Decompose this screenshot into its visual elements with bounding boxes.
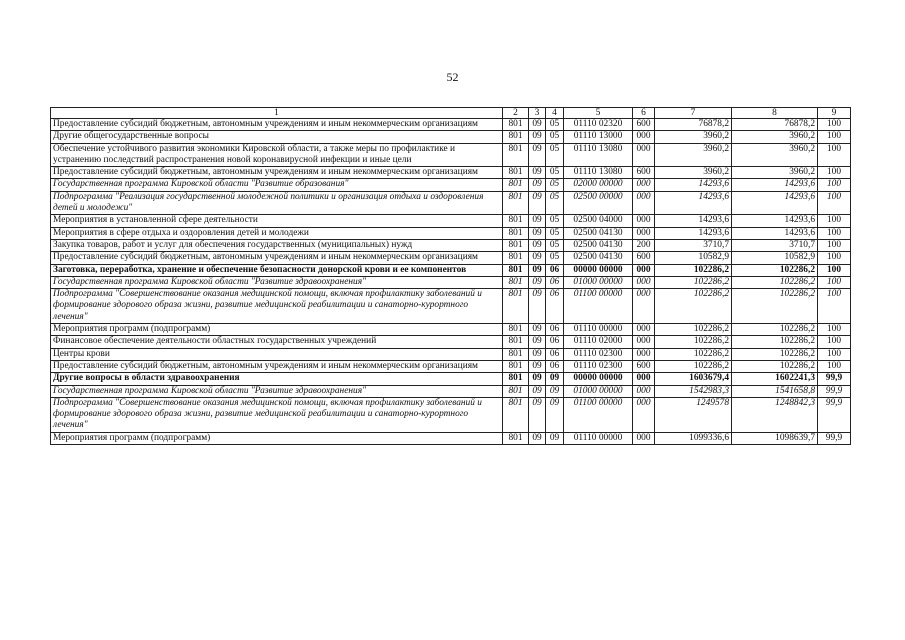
row-actual-amount: 3960,2: [732, 143, 818, 167]
row-target-article: 01110 00000: [564, 432, 633, 444]
row-section: 09: [529, 385, 546, 397]
table-row: [51, 167, 851, 179]
row-name: Заготовка, переработка, хранение и обеспечение безопасности донорской крови и ее компонентов: [51, 264, 503, 276]
row-name: Мероприятия в установленной сфере деятельности: [51, 215, 503, 227]
row-percent: 99,9: [818, 397, 851, 432]
row-planned-amount: 102286,2: [655, 336, 732, 348]
row-actual-amount: 1098639,7: [732, 432, 818, 444]
row-target-article: 01100 00000: [564, 289, 633, 324]
row-name: Государственная программа Кировской области "Развитие образования": [51, 179, 503, 191]
row-actual-amount: 102286,2: [732, 276, 818, 288]
row-section: 09: [529, 432, 546, 444]
header-row: [51, 108, 851, 119]
row-actual-amount: 14293,6: [732, 227, 818, 239]
row-subsection: 05: [546, 215, 564, 227]
row-planned-amount: 3960,2: [655, 167, 732, 179]
row-target-article: 01000 00000: [564, 276, 633, 288]
row-planned-amount: 10582,9: [655, 252, 732, 264]
row-percent: 100: [818, 324, 851, 336]
row-target-article: 01110 02000: [564, 336, 633, 348]
row-percent: 100: [818, 191, 851, 215]
row-actual-amount: 3960,2: [732, 167, 818, 179]
row-code-adm: 801: [503, 179, 529, 191]
row-target-article: 01110 13080: [564, 143, 633, 167]
row-name: Центры крови: [51, 348, 503, 360]
row-code-adm: 801: [503, 432, 529, 444]
row-planned-amount: 3960,2: [655, 131, 732, 143]
row-planned-amount: 76878,2: [655, 119, 732, 131]
row-expense-type: 000: [633, 215, 655, 227]
table-row: [51, 179, 851, 191]
row-code-adm: 801: [503, 227, 529, 239]
column-header-1: 1: [51, 108, 503, 119]
row-section: 09: [529, 179, 546, 191]
table-row: [51, 324, 851, 336]
row-section: 09: [529, 336, 546, 348]
row-percent: 100: [818, 276, 851, 288]
table-row: [51, 252, 851, 264]
row-name: Подпрограмма "Совершенствование оказания медицинской помощи, включая профилактику заболеваний и формирование здорового образа жизни, развитие медицинской реабилитации и санаторно-курортного лечения": [51, 397, 503, 432]
row-percent: 99,9: [818, 385, 851, 397]
row-percent: 100: [818, 348, 851, 360]
column-header-4: 4: [546, 108, 564, 119]
row-name: Государственная программа Кировской области "Развитие здравоохранения": [51, 276, 503, 288]
row-actual-amount: 10582,9: [732, 252, 818, 264]
row-percent: 100: [818, 143, 851, 167]
table-row: [51, 289, 851, 324]
row-code-adm: 801: [503, 252, 529, 264]
row-target-article: 02500 00000: [564, 191, 633, 215]
row-expense-type: 200: [633, 239, 655, 251]
column-header-5: 5: [564, 108, 633, 119]
row-expense-type: 000: [633, 227, 655, 239]
row-name: Закупка товаров, работ и услуг для обеспечения государственных (муниципальных) нужд: [51, 239, 503, 251]
row-actual-amount: 102286,2: [732, 348, 818, 360]
row-expense-type: 000: [633, 373, 655, 385]
table-row: [51, 397, 851, 432]
row-name: Предоставление субсидий бюджетным, автономным учреждениям и иным некоммерческим организациям: [51, 360, 503, 372]
table-row: [51, 264, 851, 276]
row-name: Государственная программа Кировской области "Развитие здравоохранения": [51, 385, 503, 397]
column-header-6: 6: [633, 108, 655, 119]
row-section: 09: [529, 239, 546, 251]
row-planned-amount: 3710,7: [655, 239, 732, 251]
row-subsection: 06: [546, 276, 564, 288]
row-section: 09: [529, 264, 546, 276]
row-expense-type: 000: [633, 289, 655, 324]
row-section: 09: [529, 191, 546, 215]
row-target-article: 00000 00000: [564, 373, 633, 385]
row-subsection: 05: [546, 191, 564, 215]
row-expense-type: 000: [633, 348, 655, 360]
row-percent: 100: [818, 167, 851, 179]
row-percent: 100: [818, 289, 851, 324]
row-planned-amount: 102286,2: [655, 324, 732, 336]
row-expense-type: 600: [633, 360, 655, 372]
row-code-adm: 801: [503, 276, 529, 288]
row-subsection: 06: [546, 264, 564, 276]
row-percent: 100: [818, 131, 851, 143]
row-name: Подпрограмма "Совершенствование оказания медицинской помощи, включая профилактику заболеваний и формирование здорового образа жизни, развитие медицинской реабилитации и санаторно-курортного лечения": [51, 289, 503, 324]
row-expense-type: 000: [633, 131, 655, 143]
page-number: 52: [446, 70, 459, 84]
row-target-article: 01110 02300: [564, 348, 633, 360]
row-actual-amount: 14293,6: [732, 179, 818, 191]
row-expense-type: 600: [633, 167, 655, 179]
row-name: Финансовое обеспечение деятельности областных государственных учреждений: [51, 336, 503, 348]
row-target-article: 02500 04130: [564, 239, 633, 251]
row-subsection: 05: [546, 227, 564, 239]
row-section: 09: [529, 360, 546, 372]
row-code-adm: 801: [503, 167, 529, 179]
row-section: 09: [529, 289, 546, 324]
row-actual-amount: 3960,2: [732, 131, 818, 143]
row-code-adm: 801: [503, 348, 529, 360]
row-subsection: 05: [546, 252, 564, 264]
row-actual-amount: 1248842,3: [732, 397, 818, 432]
row-expense-type: 000: [633, 264, 655, 276]
row-planned-amount: 1603679,4: [655, 373, 732, 385]
row-name: Мероприятия программ (подпрограмм): [51, 432, 503, 444]
row-section: 09: [529, 397, 546, 432]
row-actual-amount: 14293,6: [732, 191, 818, 215]
row-section: 09: [529, 373, 546, 385]
column-header-3: 3: [529, 108, 546, 119]
row-code-adm: 801: [503, 143, 529, 167]
row-subsection: 06: [546, 348, 564, 360]
row-actual-amount: 14293,6: [732, 215, 818, 227]
table-row: [51, 143, 851, 167]
row-section: 09: [529, 348, 546, 360]
row-percent: 100: [818, 119, 851, 131]
row-subsection: 09: [546, 397, 564, 432]
row-percent: 100: [818, 336, 851, 348]
row-subsection: 09: [546, 373, 564, 385]
row-subsection: 05: [546, 131, 564, 143]
row-expense-type: 000: [633, 397, 655, 432]
row-subsection: 09: [546, 432, 564, 444]
table-row: [51, 336, 851, 348]
row-planned-amount: 102286,2: [655, 276, 732, 288]
row-planned-amount: 1249578: [655, 397, 732, 432]
row-actual-amount: 1541658,8: [732, 385, 818, 397]
table-row: [51, 385, 851, 397]
table-row: [51, 191, 851, 215]
row-actual-amount: 102286,2: [732, 336, 818, 348]
row-target-article: 01110 02320: [564, 119, 633, 131]
row-code-adm: 801: [503, 324, 529, 336]
row-name: Другие общегосударственные вопросы: [51, 131, 503, 143]
row-actual-amount: 3710,7: [732, 239, 818, 251]
row-expense-type: 000: [633, 143, 655, 167]
row-target-article: 01110 13000: [564, 131, 633, 143]
row-code-adm: 801: [503, 385, 529, 397]
column-header-8: 8: [732, 108, 818, 119]
row-percent: 100: [818, 215, 851, 227]
row-percent: 100: [818, 252, 851, 264]
row-planned-amount: 14293,6: [655, 179, 732, 191]
row-planned-amount: 14293,6: [655, 227, 732, 239]
row-code-adm: 801: [503, 239, 529, 251]
row-code-adm: 801: [503, 264, 529, 276]
row-code-adm: 801: [503, 336, 529, 348]
row-subsection: 06: [546, 289, 564, 324]
row-percent: 99,9: [818, 373, 851, 385]
row-percent: 100: [818, 239, 851, 251]
row-expense-type: 000: [633, 191, 655, 215]
row-planned-amount: 1542983,3: [655, 385, 732, 397]
budget-table: [50, 107, 851, 445]
table-row: [51, 360, 851, 372]
row-target-article: 01110 02300: [564, 360, 633, 372]
row-expense-type: 000: [633, 385, 655, 397]
row-target-article: 01110 00000: [564, 324, 633, 336]
row-target-article: 02500 04000: [564, 215, 633, 227]
column-header-7: 7: [655, 108, 732, 119]
row-subsection: 09: [546, 385, 564, 397]
row-subsection: 05: [546, 239, 564, 251]
row-section: 09: [529, 143, 546, 167]
row-actual-amount: 102286,2: [732, 289, 818, 324]
row-target-article: 01110 13080: [564, 167, 633, 179]
row-section: 09: [529, 119, 546, 131]
row-target-article: 01000 00000: [564, 385, 633, 397]
row-expense-type: 600: [633, 252, 655, 264]
table-row: [51, 348, 851, 360]
row-percent: 100: [818, 179, 851, 191]
row-subsection: 05: [546, 119, 564, 131]
row-subsection: 06: [546, 324, 564, 336]
row-target-article: 00000 00000: [564, 264, 633, 276]
table-row: [51, 373, 851, 385]
row-expense-type: 600: [633, 119, 655, 131]
row-code-adm: 801: [503, 191, 529, 215]
row-subsection: 06: [546, 336, 564, 348]
row-section: 09: [529, 324, 546, 336]
row-target-article: 01100 00000: [564, 397, 633, 432]
row-name: Подпрограмма "Реализация государственной молодежной политики и организация отдыха и оздоровления детей и молодежи": [51, 191, 503, 215]
row-planned-amount: 102286,2: [655, 348, 732, 360]
row-code-adm: 801: [503, 289, 529, 324]
row-planned-amount: 102286,2: [655, 289, 732, 324]
row-target-article: 02500 04130: [564, 227, 633, 239]
row-name: Мероприятия программ (подпрограмм): [51, 324, 503, 336]
table-row: [51, 119, 851, 131]
row-expense-type: 000: [633, 336, 655, 348]
row-expense-type: 000: [633, 432, 655, 444]
row-name: Предоставление субсидий бюджетным, автономным учреждениям и иным некоммерческим организациям: [51, 119, 503, 131]
row-expense-type: 000: [633, 324, 655, 336]
table-row: [51, 131, 851, 143]
row-subsection: 05: [546, 179, 564, 191]
row-percent: 99,9: [818, 432, 851, 444]
row-code-adm: 801: [503, 397, 529, 432]
row-target-article: 02000 00000: [564, 179, 633, 191]
row-planned-amount: 14293,6: [655, 215, 732, 227]
row-section: 09: [529, 252, 546, 264]
row-subsection: 05: [546, 143, 564, 167]
row-actual-amount: 76878,2: [732, 119, 818, 131]
row-target-article: 02500 04130: [564, 252, 633, 264]
table-row: [51, 276, 851, 288]
row-section: 09: [529, 276, 546, 288]
row-expense-type: 000: [633, 179, 655, 191]
row-expense-type: 000: [633, 276, 655, 288]
row-code-adm: 801: [503, 360, 529, 372]
row-code-adm: 801: [503, 373, 529, 385]
row-actual-amount: 102286,2: [732, 324, 818, 336]
table-row: [51, 239, 851, 251]
row-subsection: 05: [546, 167, 564, 179]
table-row: [51, 215, 851, 227]
row-percent: 100: [818, 264, 851, 276]
row-planned-amount: 1099336,6: [655, 432, 732, 444]
row-percent: 100: [818, 360, 851, 372]
row-section: 09: [529, 167, 546, 179]
row-code-adm: 801: [503, 131, 529, 143]
column-header-2: 2: [503, 108, 529, 119]
row-planned-amount: 102286,2: [655, 360, 732, 372]
row-section: 09: [529, 131, 546, 143]
column-header-9: 9: [818, 108, 851, 119]
table-row: [51, 227, 851, 239]
row-name: Предоставление субсидий бюджетным, автономным учреждениям и иным некоммерческим организациям: [51, 167, 503, 179]
row-planned-amount: 14293,6: [655, 191, 732, 215]
table-row: [51, 432, 851, 444]
row-planned-amount: 102286,2: [655, 264, 732, 276]
row-actual-amount: 102286,2: [732, 264, 818, 276]
row-name: Мероприятия в сфере отдыха и оздоровления детей и молодежи: [51, 227, 503, 239]
row-planned-amount: 3960,2: [655, 143, 732, 167]
row-code-adm: 801: [503, 215, 529, 227]
row-actual-amount: 1602241,3: [732, 373, 818, 385]
row-name: Предоставление субсидий бюджетным, автономным учреждениям и иным некоммерческим организациям: [51, 252, 503, 264]
row-section: 09: [529, 215, 546, 227]
row-code-adm: 801: [503, 119, 529, 131]
row-name: Обеспечение устойчивого развития экономики Кировской области, а также меры по профилактике и устранению последствий распространения новой коронавирусной инфекции и иные цели: [51, 143, 503, 167]
row-name: Другие вопросы в области здравоохранения: [51, 373, 503, 385]
row-percent: 100: [818, 227, 851, 239]
row-actual-amount: 102286,2: [732, 360, 818, 372]
row-section: 09: [529, 227, 546, 239]
row-subsection: 06: [546, 360, 564, 372]
